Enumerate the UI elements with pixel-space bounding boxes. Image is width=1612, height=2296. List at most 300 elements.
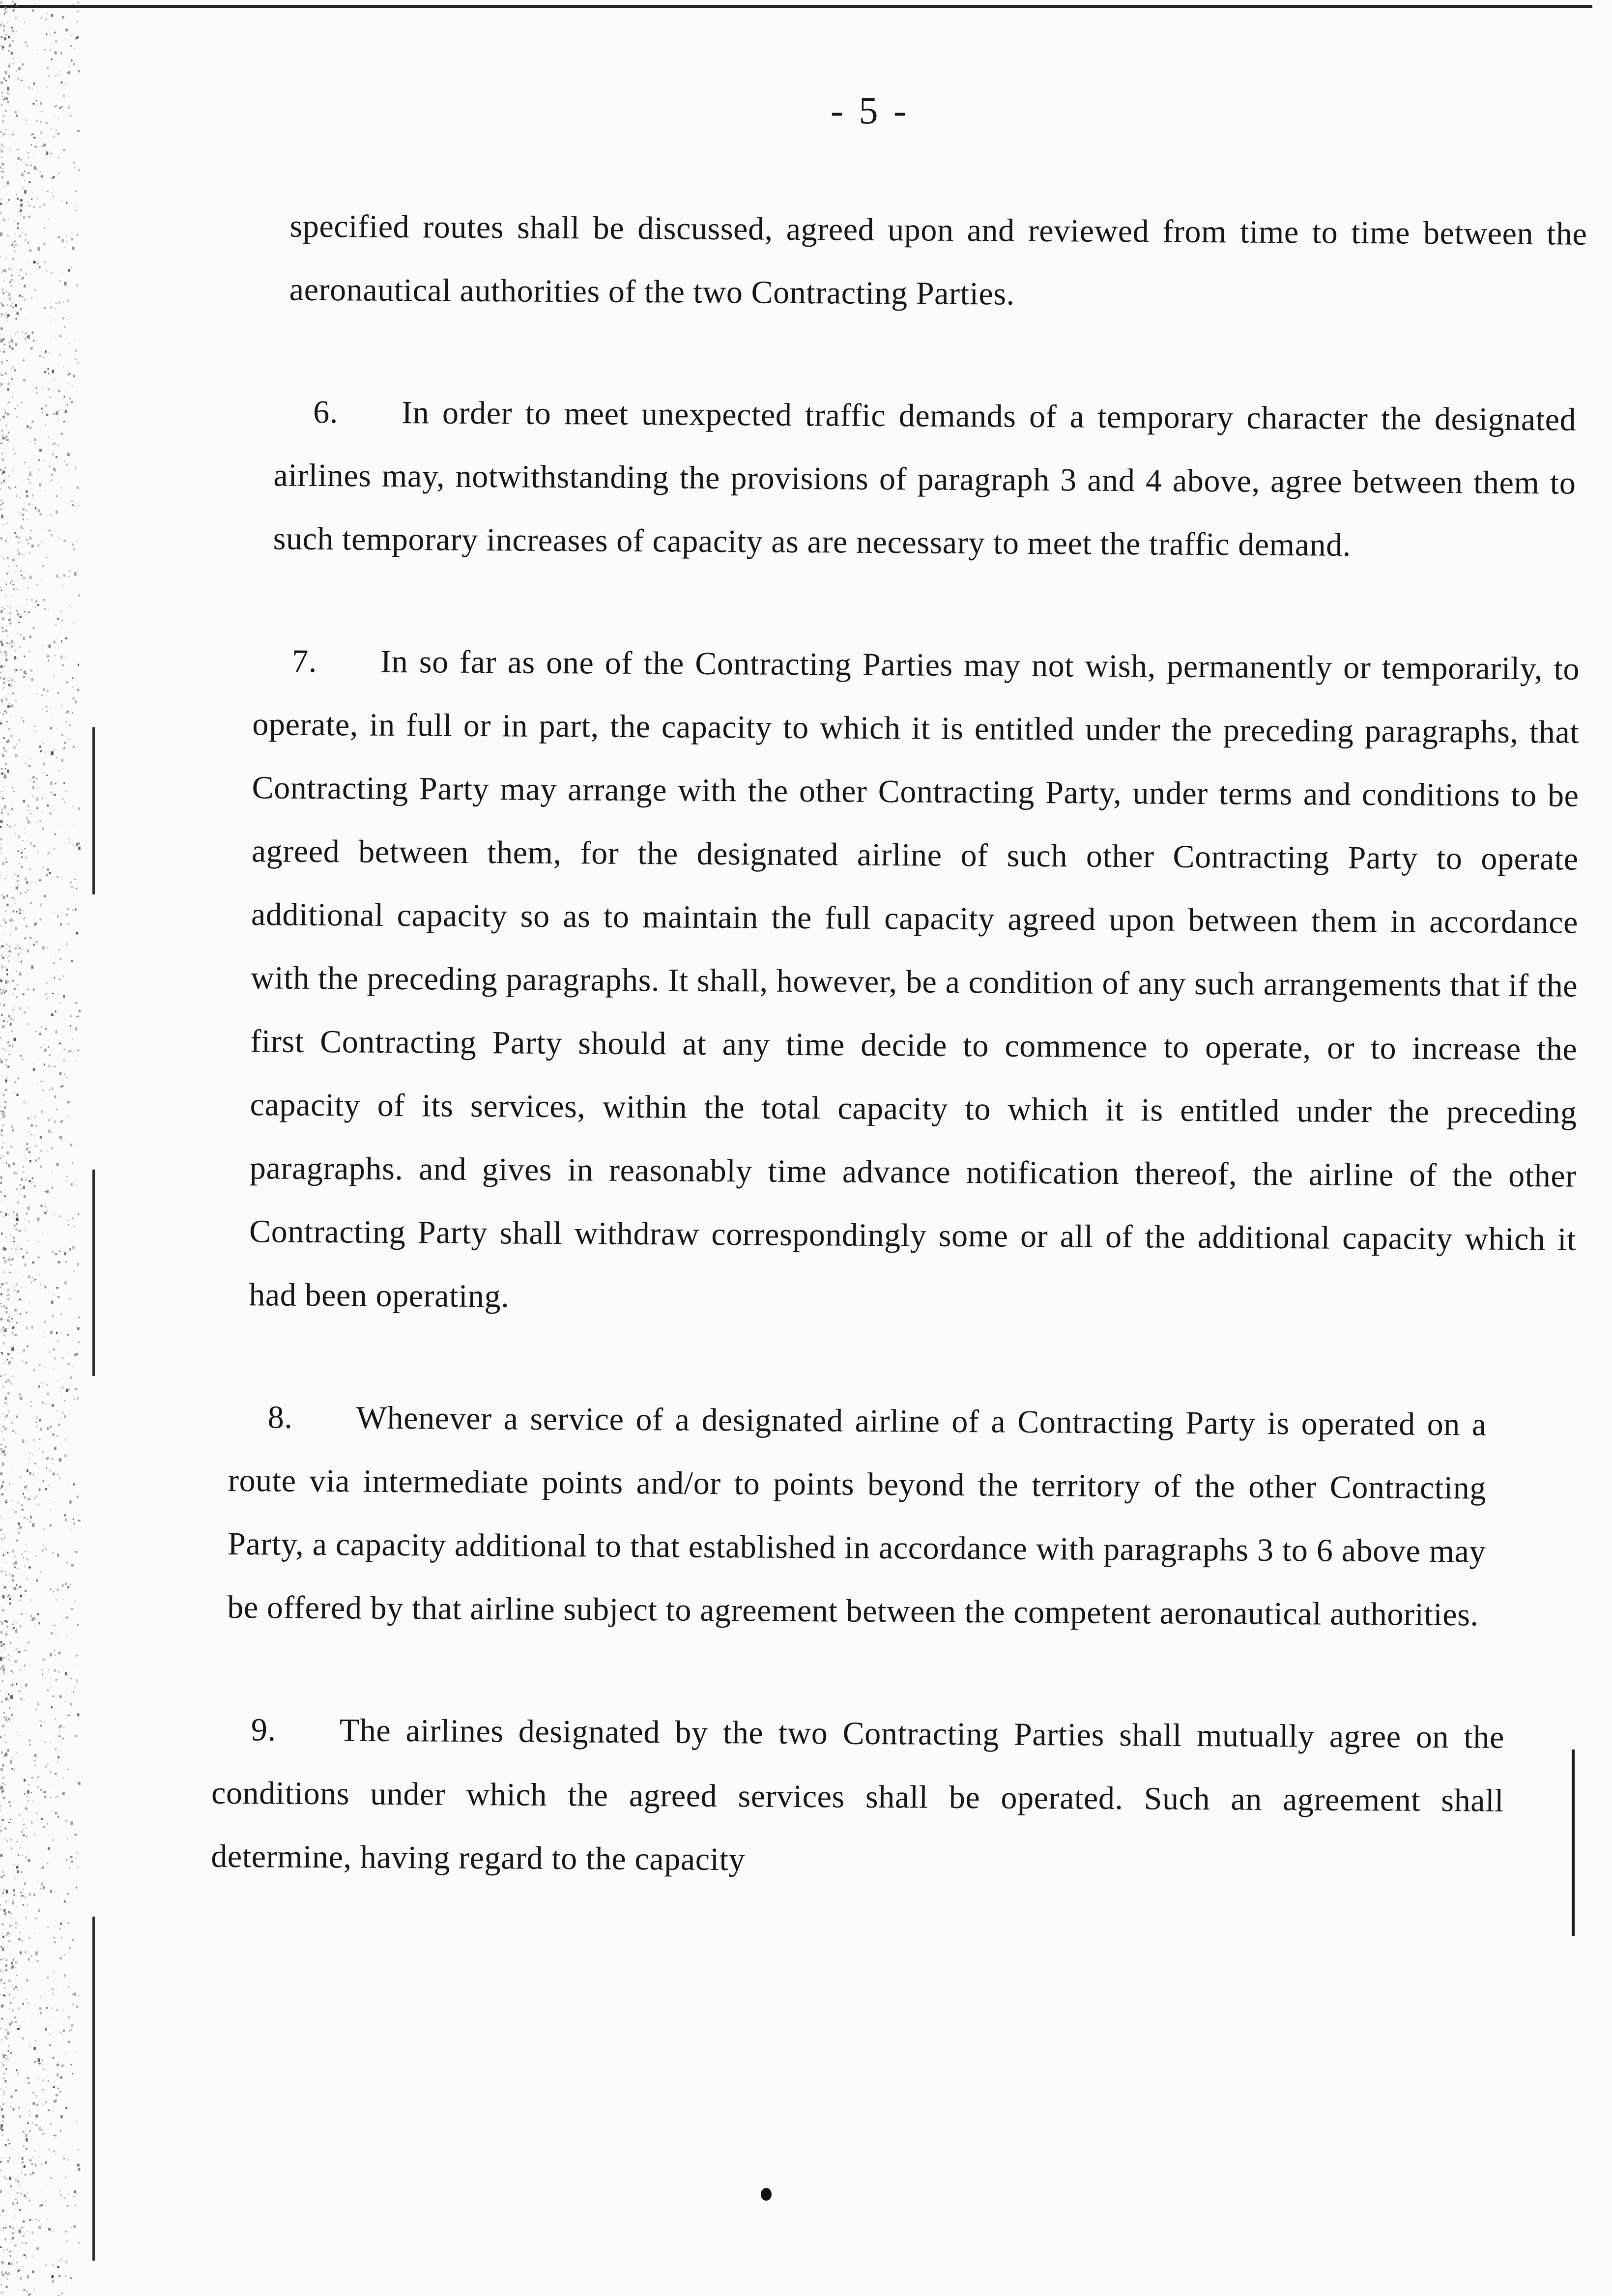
speckle-dot — [43, 1044, 44, 1045]
speckle-dot — [39, 449, 42, 452]
speckle-dot — [8, 1362, 10, 1365]
speckle-dot — [0, 712, 1, 713]
speckle-dot — [7, 1948, 8, 1949]
speckle-dot — [51, 1633, 53, 1635]
speckle-dot — [0, 1805, 1, 1807]
speckle-dot — [22, 1257, 23, 1258]
speckle-dot — [0, 699, 3, 701]
speckle-dot — [21, 1248, 23, 1250]
speckle-dot — [4, 1912, 6, 1915]
speckle-dot — [54, 1095, 56, 1098]
speckle-dot — [76, 1353, 78, 1356]
speckle-dot — [43, 70, 44, 71]
speckle-dot — [20, 1055, 22, 1057]
speckle-dot — [16, 536, 18, 538]
speckle-dot — [4, 315, 5, 316]
speckle-dot — [13, 307, 14, 308]
speckle-dot — [18, 1522, 20, 1525]
speckle-dot — [65, 2107, 67, 2109]
speckle-dot — [63, 2158, 65, 2159]
speckle-dot — [13, 1286, 14, 1287]
speckle-dot — [7, 2249, 8, 2250]
speckle-dot — [29, 467, 30, 468]
speckle-dot — [0, 1994, 1, 1995]
speckle-dot — [3, 1643, 5, 1645]
speckle-dot — [23, 216, 26, 219]
speckle-dot — [12, 347, 13, 348]
speckle-dot — [23, 1493, 24, 1495]
speckle-dot — [2, 1871, 4, 1872]
speckle-dot — [29, 537, 31, 540]
speckle-dot — [9, 955, 10, 957]
speckle-dot — [72, 1939, 74, 1941]
speckle-dot — [41, 482, 42, 483]
speckle-dot — [41, 1027, 42, 1028]
speckle-dot — [47, 655, 49, 657]
speckle-dot — [1, 474, 3, 475]
speckle-dot — [26, 2197, 27, 2198]
speckle-dot — [50, 792, 52, 794]
speckle-dot — [28, 588, 29, 589]
paragraph-number: 7. — [291, 643, 317, 680]
speckle-dot — [38, 851, 39, 853]
speckle-dot — [45, 19, 47, 20]
speckle-dot — [3, 786, 4, 787]
speckle-dot — [42, 867, 44, 868]
speckle-dot — [72, 505, 74, 507]
speckle-dot — [6, 1890, 8, 1894]
speckle-dot — [6, 2286, 8, 2288]
speckle-dot — [31, 2163, 33, 2165]
speckle-dot — [10, 607, 11, 608]
speckle-dot — [1, 965, 3, 968]
speckle-dot — [18, 2107, 20, 2109]
speckle-dot — [29, 2110, 30, 2111]
speckle-dot — [43, 743, 44, 745]
speckle-dot — [1, 105, 2, 107]
speckle-dot — [65, 2275, 66, 2277]
left-margin-mark — [92, 727, 95, 894]
speckle-dot — [6, 1657, 7, 1659]
speckle-dot — [53, 1473, 55, 1476]
speckle-dot — [53, 1294, 55, 1295]
speckle-dot — [7, 1382, 8, 1383]
speckle-dot — [67, 1180, 68, 1181]
speckle-dot — [23, 1557, 25, 1559]
speckle-dot — [16, 1416, 18, 1418]
speckle-dot — [1, 1129, 3, 1132]
speckle-dot — [26, 540, 28, 541]
speckle-dot — [11, 279, 13, 281]
speckle-dot — [27, 1252, 28, 1254]
speckle-dot — [51, 272, 53, 274]
speckle-dot — [46, 2265, 47, 2266]
speckle-dot — [11, 368, 12, 369]
speckle-dot — [59, 280, 61, 282]
speckle-dot — [32, 2232, 34, 2234]
speckle-dot — [47, 191, 49, 192]
speckle-dot — [10, 2052, 12, 2054]
speckle-dot — [13, 2260, 14, 2261]
speckle-dot — [78, 689, 80, 691]
speckle-dot — [72, 1217, 74, 1219]
speckle-dot — [47, 1863, 48, 1864]
speckle-dot — [35, 1555, 36, 1556]
speckle-dot — [17, 1841, 19, 1842]
speckle-dot — [21, 574, 22, 576]
speckle-dot — [47, 690, 49, 692]
speckle-dot — [20, 634, 22, 636]
speckle-dot — [5, 980, 8, 984]
speckle-dot — [62, 1357, 63, 1359]
speckle-dot — [0, 171, 1, 172]
speckle-dot — [0, 820, 2, 823]
speckle-dot — [27, 1796, 29, 1797]
speckle-dot — [3, 1983, 5, 1984]
speckle-dot — [45, 1028, 47, 1030]
speckle-dot — [29, 181, 30, 183]
speckle-dot — [25, 41, 26, 44]
speckle-dot — [35, 2219, 37, 2220]
speckle-dot — [39, 1419, 41, 1422]
speckle-dot — [8, 219, 9, 220]
speckle-dot — [0, 2088, 1, 2090]
speckle-dot — [53, 413, 55, 415]
speckle-dot — [33, 944, 35, 946]
speckle-dot — [32, 89, 33, 90]
speckle-dot — [0, 1211, 2, 1213]
speckle-dot — [0, 665, 3, 668]
speckle-dot — [77, 234, 78, 236]
speckle-dot — [3, 558, 5, 559]
speckle-dot — [54, 443, 56, 444]
speckle-dot — [68, 2016, 70, 2019]
speckle-dot — [3, 1889, 4, 1891]
speckle-dot — [24, 1665, 25, 1666]
speckle-dot — [10, 617, 11, 619]
speckle-dot — [0, 443, 2, 444]
speckle-dot — [14, 2244, 16, 2246]
speckle-dot — [56, 1634, 57, 1636]
speckle-dot — [63, 302, 64, 303]
speckle-dot — [70, 1584, 71, 1586]
speckle-dot — [8, 293, 11, 296]
speckle-dot — [28, 172, 30, 174]
speckle-dot — [12, 2232, 14, 2234]
speckle-dot — [75, 2205, 76, 2206]
speckle-dot — [50, 1331, 53, 1334]
speckle-dot — [18, 1310, 19, 1311]
speckle-dot — [71, 267, 72, 268]
speckle-dot — [9, 1924, 11, 1927]
speckle-dot — [12, 1332, 13, 1334]
page-number: - 5 - — [831, 89, 909, 132]
speckle-dot — [9, 1707, 10, 1709]
speckle-dot — [29, 779, 30, 780]
speckle-dot — [69, 1947, 71, 1950]
speckle-dot — [1, 1233, 3, 1235]
speckle-dot — [3, 1533, 4, 1534]
speckle-dot — [2, 1020, 5, 1022]
speckle-dot — [61, 759, 63, 762]
speckle-dot — [6, 1043, 7, 1044]
speckle-dot — [54, 378, 56, 380]
speckle-dot — [1, 515, 3, 518]
speckle-dot — [17, 632, 18, 633]
speckle-dot — [59, 1928, 61, 1930]
speckle-dot — [12, 1925, 13, 1926]
speckle-dot — [32, 134, 34, 135]
speckle-dot — [19, 497, 21, 498]
speckle-dot — [25, 674, 26, 675]
speckle-dot — [23, 2220, 25, 2223]
speckle-dot — [62, 317, 64, 319]
speckle-dot — [1, 1413, 3, 1414]
speckle-dot — [50, 1524, 52, 1526]
speckle-dot — [7, 705, 10, 708]
speckle-dot — [18, 1636, 19, 1637]
speckle-dot — [2, 2274, 4, 2276]
speckle-dot — [70, 1703, 72, 1705]
speckle-dot — [31, 1792, 32, 1793]
speckle-dot — [17, 1989, 18, 1990]
speckle-dot — [39, 266, 40, 268]
speckle-dot — [49, 2025, 50, 2026]
speckle-dot — [79, 505, 80, 507]
speckle-dot — [4, 1374, 5, 1376]
speckle-dot — [36, 1416, 38, 1419]
speckle-dot — [39, 484, 41, 487]
speckle-dot — [65, 657, 67, 658]
speckle-dot — [69, 343, 70, 344]
speckle-dot — [77, 2164, 80, 2167]
speckle-dot — [6, 1840, 7, 1842]
scan-edge-noise-graphic — [0, 0, 84, 2296]
speckle-dot — [14, 582, 15, 583]
speckle-dot — [60, 2195, 61, 2196]
speckle-dot — [60, 52, 62, 55]
speckle-dot — [78, 70, 80, 73]
speckle-dot — [61, 432, 63, 435]
speckle-dot — [1, 2271, 3, 2274]
speckle-dot — [75, 1180, 76, 1181]
speckle-dot — [62, 798, 64, 800]
speckle-dot — [3, 678, 5, 680]
speckle-dot — [8, 36, 10, 38]
speckle-dot — [56, 303, 57, 304]
speckle-dot — [2, 115, 4, 117]
speckle-dot — [4, 1402, 6, 1404]
speckle-dot — [6, 1359, 8, 1360]
speckle-dot — [35, 942, 36, 943]
speckle-dot — [11, 1248, 12, 1249]
speckle-dot — [17, 227, 19, 230]
speckle-dot — [36, 392, 37, 393]
speckle-dot — [72, 4, 73, 5]
speckle-dot — [76, 1887, 78, 1888]
speckle-dot — [19, 2185, 20, 2186]
speckle-dot — [67, 2205, 69, 2207]
speckle-dot — [13, 746, 16, 748]
speckle-dot — [10, 1838, 12, 1840]
speckle-dot — [65, 637, 67, 639]
speckle-dot — [6, 74, 7, 75]
speckle-dot — [75, 191, 77, 192]
speckle-dot — [9, 1721, 10, 1722]
top-border-line — [0, 5, 1592, 8]
speckle-dot — [22, 2157, 24, 2159]
speckle-dot — [66, 2284, 67, 2285]
speckle-dot — [65, 1701, 66, 1702]
speckle-dot — [2, 145, 4, 147]
paragraph-text: In order to meet unexpected traffic demands of a temporary character the designated airlines may, notwithstanding the provisions of paragraph 3 and 4 above, agree between them to such temporary increases of capacity as are necessary to meet the traffic demand. — [273, 395, 1577, 563]
speckle-dot — [56, 130, 58, 131]
speckle-dot — [0, 1182, 2, 1184]
speckle-dot — [0, 1061, 2, 1063]
speckle-dot — [7, 383, 10, 385]
speckle-dot — [72, 1163, 73, 1164]
speckle-dot — [5, 654, 7, 657]
speckle-dot — [1, 1770, 2, 1772]
speckle-dot — [3, 281, 4, 282]
speckle-dot — [13, 1959, 14, 1961]
speckle-dot — [64, 1049, 65, 1050]
speckle-dot — [73, 1340, 74, 1341]
speckle-dot — [4, 1427, 7, 1430]
speckle-dot — [2, 1665, 4, 1668]
speckle-dot — [6, 973, 8, 976]
speckle-dot — [26, 1312, 28, 1313]
speckle-dot — [46, 711, 48, 712]
speckle-dot — [52, 2008, 53, 2009]
speckle-dot — [0, 504, 1, 506]
speckle-dot — [17, 1752, 18, 1754]
speckle-dot — [45, 405, 47, 407]
speckle-dot — [30, 2045, 31, 2047]
speckle-dot — [47, 1393, 49, 1395]
speckle-dot — [3, 2094, 5, 2095]
speckle-dot — [0, 651, 1, 653]
speckle-dot — [19, 1190, 20, 1191]
speckle-dot — [53, 454, 54, 456]
speckle-dot — [0, 992, 2, 995]
speckle-dot — [42, 1550, 43, 1551]
speckle-dot — [34, 1933, 35, 1934]
speckle-dot — [5, 1995, 6, 1997]
speckle-dot — [2, 304, 4, 307]
speckle-dot — [41, 580, 42, 581]
speckle-dot — [5, 540, 7, 542]
speckle-dot — [1, 607, 2, 608]
speckle-dot — [22, 1509, 24, 1510]
speckle-dot — [9, 2023, 11, 2026]
speckle-dot — [12, 787, 14, 788]
speckle-dot — [14, 1225, 15, 1227]
speckle-dot — [76, 2006, 78, 2008]
speckle-dot — [0, 1352, 3, 1353]
speckle-dot — [1, 176, 3, 178]
speckle-dot — [12, 134, 14, 135]
speckle-dot — [29, 2219, 31, 2221]
speckle-dot — [45, 2028, 47, 2031]
speckle-dot — [7, 957, 8, 958]
speckle-dot — [6, 875, 7, 876]
speckle-dot — [18, 1503, 19, 1504]
speckle-dot — [29, 635, 31, 638]
speckle-dot — [3, 1439, 4, 1440]
speckle-dot — [4, 13, 5, 15]
speckle-dot — [3, 2250, 4, 2251]
speckle-dot — [2, 689, 3, 690]
speckle-dot — [66, 944, 68, 945]
speckle-dot — [1, 1819, 4, 1821]
speckle-dot — [22, 910, 23, 911]
speckle-dot — [57, 2266, 59, 2268]
speckle-dot — [2, 416, 4, 418]
speckle-dot — [37, 49, 38, 50]
speckle-dot — [7, 2139, 9, 2141]
speckle-dot — [46, 775, 48, 776]
speckle-dot — [5, 2029, 7, 2031]
speckle-dot — [71, 2227, 72, 2228]
speckle-dot — [53, 1368, 54, 1369]
speckle-dot — [0, 131, 2, 133]
speckle-dot — [8, 65, 10, 67]
speckle-dot — [71, 238, 73, 240]
speckle-dot — [15, 2021, 17, 2023]
speckle-dot — [21, 2242, 24, 2243]
speckle-dot — [4, 1958, 5, 1959]
speckle-dot — [60, 2032, 61, 2034]
speckle-dot — [60, 1725, 62, 1728]
speckle-dot — [78, 1015, 79, 1018]
speckle-dot — [75, 468, 76, 469]
speckle-dot — [78, 842, 80, 845]
speckle-dot — [25, 1263, 27, 1266]
speckle-dot — [3, 989, 4, 990]
speckle-dot — [77, 487, 79, 489]
speckle-dot — [23, 2131, 25, 2133]
speckle-dot — [6, 910, 7, 911]
speckle-dot — [3, 292, 4, 294]
speckle-dot — [54, 1942, 56, 1943]
speckle-dot — [6, 642, 7, 644]
speckle-dot — [15, 2090, 17, 2091]
speckle-dot — [51, 480, 52, 481]
speckle-dot — [35, 1031, 36, 1032]
speckle-dot — [51, 307, 53, 309]
speckle-dot — [10, 1670, 12, 1672]
speckle-dot — [14, 1770, 15, 1771]
speckle-dot — [40, 1428, 42, 1431]
speckle-dot — [48, 1847, 50, 1850]
speckle-dot — [56, 495, 58, 497]
speckle-dot — [1, 45, 2, 47]
speckle-dot — [2, 2135, 3, 2136]
speckle-dot — [28, 1958, 30, 1960]
speckle-dot — [65, 1820, 67, 1821]
speckle-dot — [40, 1997, 41, 1998]
speckle-dot — [14, 642, 15, 643]
speckle-dot — [79, 1317, 80, 1318]
speckle-dot — [10, 1819, 11, 1820]
speckle-dot — [18, 835, 20, 838]
speckle-dot — [34, 1764, 36, 1767]
speckle-dot — [63, 782, 65, 784]
speckle-dot — [52, 1839, 54, 1841]
speckle-dot — [3, 1755, 5, 1757]
speckle-dot — [12, 693, 14, 694]
